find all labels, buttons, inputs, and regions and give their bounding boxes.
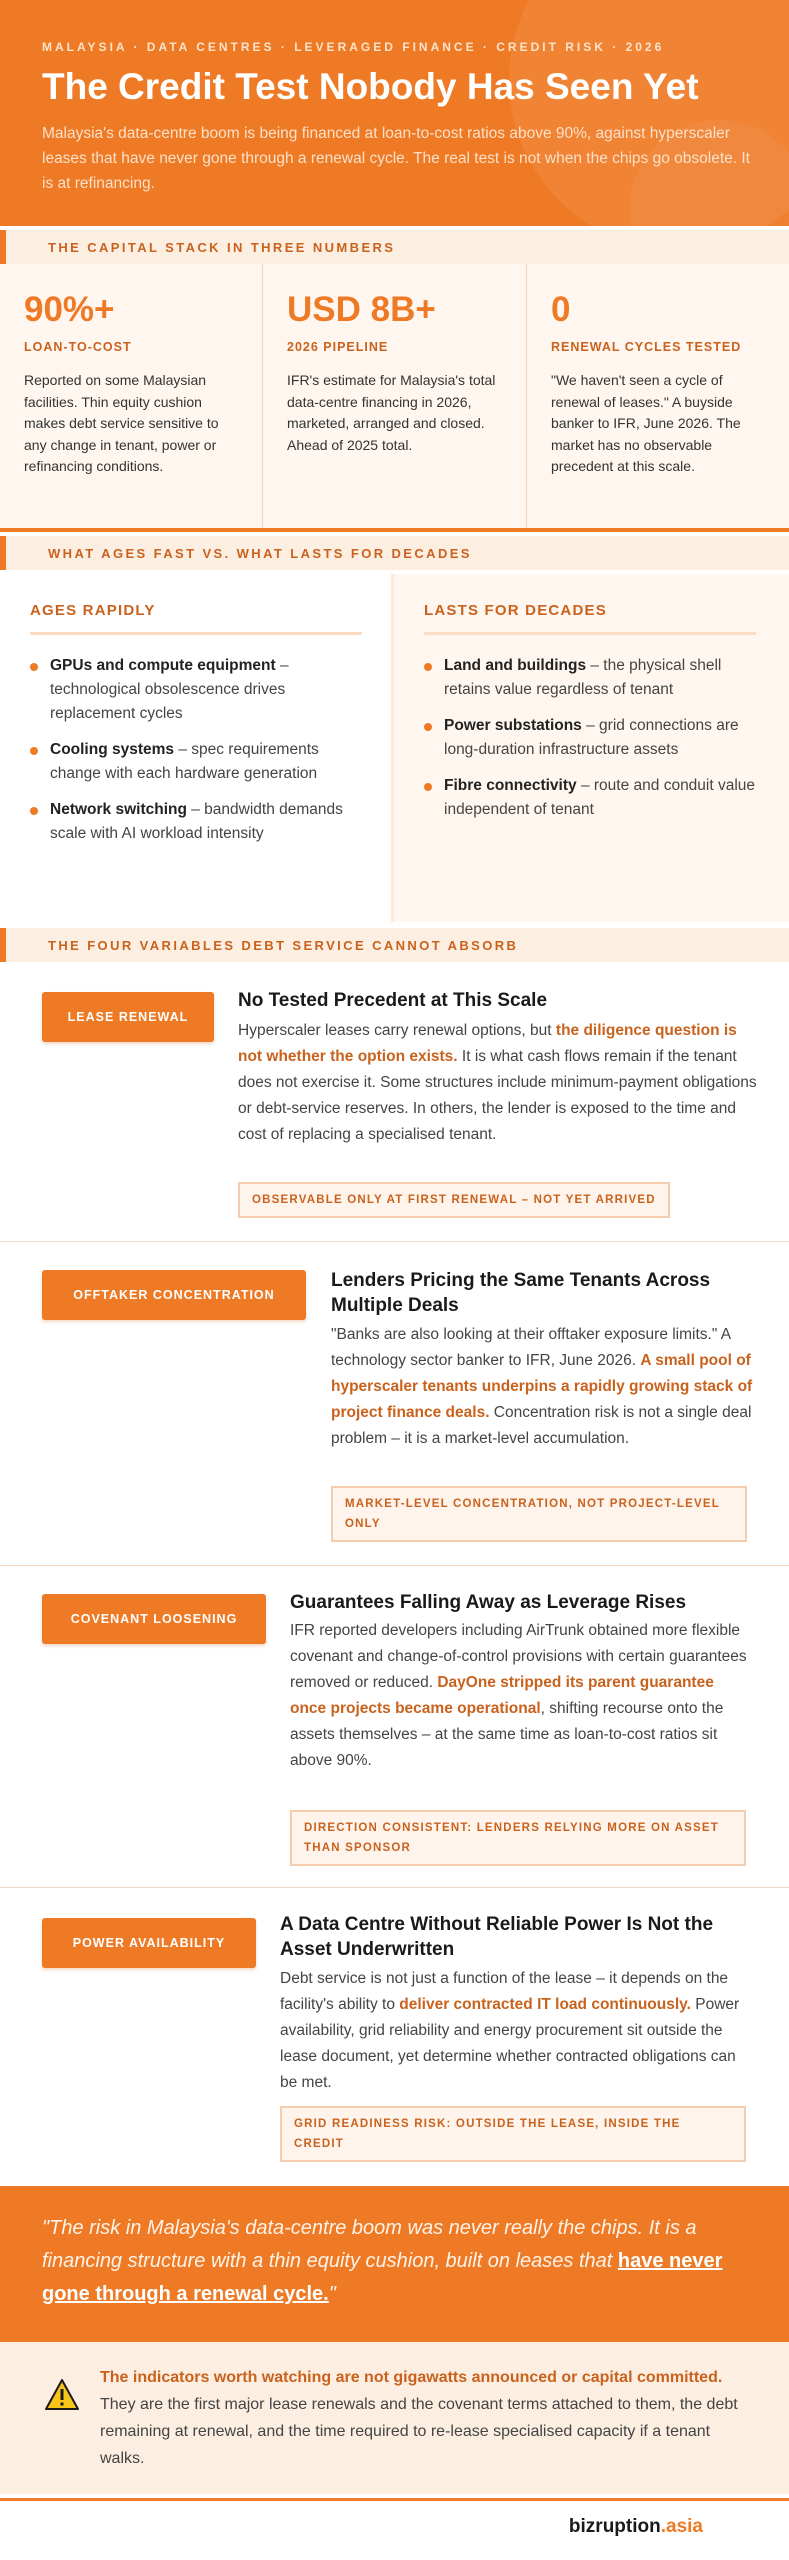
stat-label: 2026 PIPELINE [287,340,389,354]
body-text: Power availability, grid reliability and energy procurement sit outside the lease document, yet determine whether contracted obligations can be met. [280,1996,740,2091]
card-body [331,1322,759,1452]
callout-body: They are the first major lease renewals and the covenant terms attached to them, the debt remaining at renewal, and the time required to re-lease specialised capacity if a tenant walks. [100,2396,738,2467]
body-text: Debt service is not just a function of the lease – it depends on the facility's ability to [280,1970,729,2013]
list-item [424,774,764,822]
stat-label: RENEWAL CYCLES TESTED [551,340,742,354]
card-title: Lenders Pricing the Same Tenants Across Multiple Deals [331,1270,711,1316]
takeaway-tag: DIRECTION CONSISTENT: LENDERS RELYING MORE ON ASSET THAN SPONSOR [290,1810,746,1866]
takeaway-tag: GRID READINESS RISK: OUTSIDE THE LEASE, INSIDE THE CREDIT [280,2106,746,2162]
risk-badge: COVENANT LOOSENING [42,1594,266,1644]
section-title: THE CAPITAL STACK IN THREE NUMBERS [48,240,396,255]
callout-lead: The indicators worth watching are not gigawatts announced or capital committed. [100,2369,723,2386]
section-title: THE FOUR VARIABLES DEBT SERVICE CANNOT ABSORB [48,938,519,953]
section-header-ages [0,536,789,570]
item-term: Cooling systems [50,741,175,758]
body-text: Concentration risk is not a single deal problem – it is a market-level accumulation. [331,1404,752,1447]
divider [30,632,362,635]
list-item [30,738,370,786]
item-text: – the physical shell retains value regardless of tenant [444,657,722,698]
card-body [280,1966,750,2096]
divider [0,2498,789,2501]
risk-card-covenant-loosening [0,1566,789,1888]
risk-badge: POWER AVAILABILITY [42,1918,256,1968]
warning-icon [44,2378,80,2412]
item-text: – spec requirements change with each hardware generation [50,741,319,782]
callout-text [100,2364,750,2472]
item-text: – route and conduit value independent of tenant [444,777,756,818]
list-item [424,714,764,762]
card-body [238,1018,758,1148]
risk-badge: LEASE RENEWAL [42,992,214,1042]
stat-card [262,264,526,530]
stats-panel [0,264,789,530]
item-text: – grid connections are long-duration infrastructure assets [444,717,739,758]
stat-description: IFR's estimate for Malaysia's total data-centre financing in 2026, marketed, arranged and closed. Ahead of 2025 total. [287,372,496,453]
item-term: Network switching [50,801,187,818]
hero-banner [0,0,789,226]
risk-card-lease-renewal [0,962,789,1242]
item-term: Fibre connectivity [444,777,577,794]
body-text: IFR reported developers including AirTrunk obtained more flexible covenant and change-of-control provisions with certain guarantees removed or reduced. [290,1622,747,1691]
stat-value: 0 [551,290,571,329]
quote-body: "The risk in Malaysia's data-centre boom was never really the chips. It is a financing structure with a thin equity cushion, built on leases that [42,2217,697,2272]
stat-description: "We haven't seen a cycle of renewal of leases." A buyside banker to IFR, June 2026. The market has no observable precedent at this scale. [551,372,741,474]
divider [424,632,756,635]
hero-subtitle: Malaysia's data-centre boom is being financed at loan-to-cost ratios above 90%, against hyperscaler leases that have never gone through a renewal cycle. The real test is not when the chips go obsolete. It is at refinancing. [42,125,750,192]
ages-rapidly-list [30,654,370,858]
body-text: It is what cash flows remain if the tenant does not exercise it. Some structures include minimum-payment obligations or debt-service reserves. In others, the lender is exposed to the time and cost of replacing a specialised tenant. [238,1048,757,1143]
brand-logo[interactable] [569,2516,703,2538]
stat-label: LOAN-TO-COST [24,340,132,354]
body-text: "Banks are also looking at their offtaker exposure limits." A technology sector banker to IFR, June 2026. [331,1326,731,1369]
stat-description: Reported on some Malaysian facilities. Thin equity cushion makes debt service sensitive to any change in tenant, power or refinancing conditions. [24,372,219,474]
body-highlight: DayOne stripped its parent guarantee once projects became operational [290,1674,714,1717]
body-highlight: A small pool of hyperscaler tenants underpins a rapidly growing stack of project finance deals. [331,1352,753,1421]
list-item [424,654,764,702]
section-title: WHAT AGES FAST VS. WHAT LASTS FOR DECADES [48,546,472,561]
quote-close: " [328,2283,336,2305]
indicators-callout [0,2342,789,2494]
lasts-for-decades-column [394,574,789,922]
stat-card [0,264,262,530]
quote-text [42,2212,752,2311]
card-title: No Tested Precedent at This Scale [238,990,548,1011]
takeaway-tag: MARKET-LEVEL CONCENTRATION, NOT PROJECT-LEVEL ONLY [331,1486,747,1542]
item-term: GPUs and compute equipment [50,657,276,674]
stat-card [526,264,789,530]
card-body [290,1618,752,1774]
item-term: Land and buildings [444,657,587,674]
list-item [30,654,370,726]
item-text: – technological obsolescence drives replacement cycles [50,657,289,722]
brand-tld: .asia [660,2516,703,2537]
section-header-capital-stack [0,230,789,264]
brand-name: bizruption [568,2516,661,2537]
hero-tagline: MALAYSIA · DATA CENTRES · LEVERAGED FINANCE · CREDIT RISK · 2026 [42,40,665,54]
body-highlight: deliver contracted IT load continuously. [399,1996,691,2013]
column-title: AGES RAPIDLY [30,602,156,619]
body-text: Hyperscaler leases carry renewal options, but [238,1022,556,1039]
item-text: – bandwidth demands scale with AI workload intensity [50,801,343,842]
quote-emphasis: have never gone through a renewal cycle. [42,2250,723,2305]
card-title: A Data Centre Without Reliable Power Is Not the Asset Underwritten [280,1914,714,1960]
takeaway-tag: OBSERVABLE ONLY AT FIRST RENEWAL – NOT YET ARRIVED [238,1182,670,1218]
ages-rapidly-column [0,574,394,922]
section-header-four-variables [0,928,789,962]
column-title: LASTS FOR DECADES [424,602,607,619]
pull-quote [0,2186,789,2342]
card-title: Guarantees Falling Away as Leverage Rises [290,1592,687,1613]
list-item [30,798,370,846]
stat-value: 90%+ [24,290,115,329]
risk-card-offtaker-concentration [0,1242,789,1566]
lasts-for-decades-list [424,654,764,834]
page-title: The Credit Test Nobody Has Seen Yet [42,66,699,107]
risk-badge: OFFTAKER CONCENTRATION [42,1270,306,1320]
body-text: , shifting recourse onto the assets themselves – at the same time as loan-to-cost ratios sit above 90%. [290,1700,724,1769]
risk-card-power-availability [0,1888,789,2186]
stat-value: USD 8B+ [287,290,436,329]
body-highlight: the diligence question is not whether the option exists. [238,1022,737,1065]
item-term: Power substations [444,717,582,734]
divider [0,528,789,532]
